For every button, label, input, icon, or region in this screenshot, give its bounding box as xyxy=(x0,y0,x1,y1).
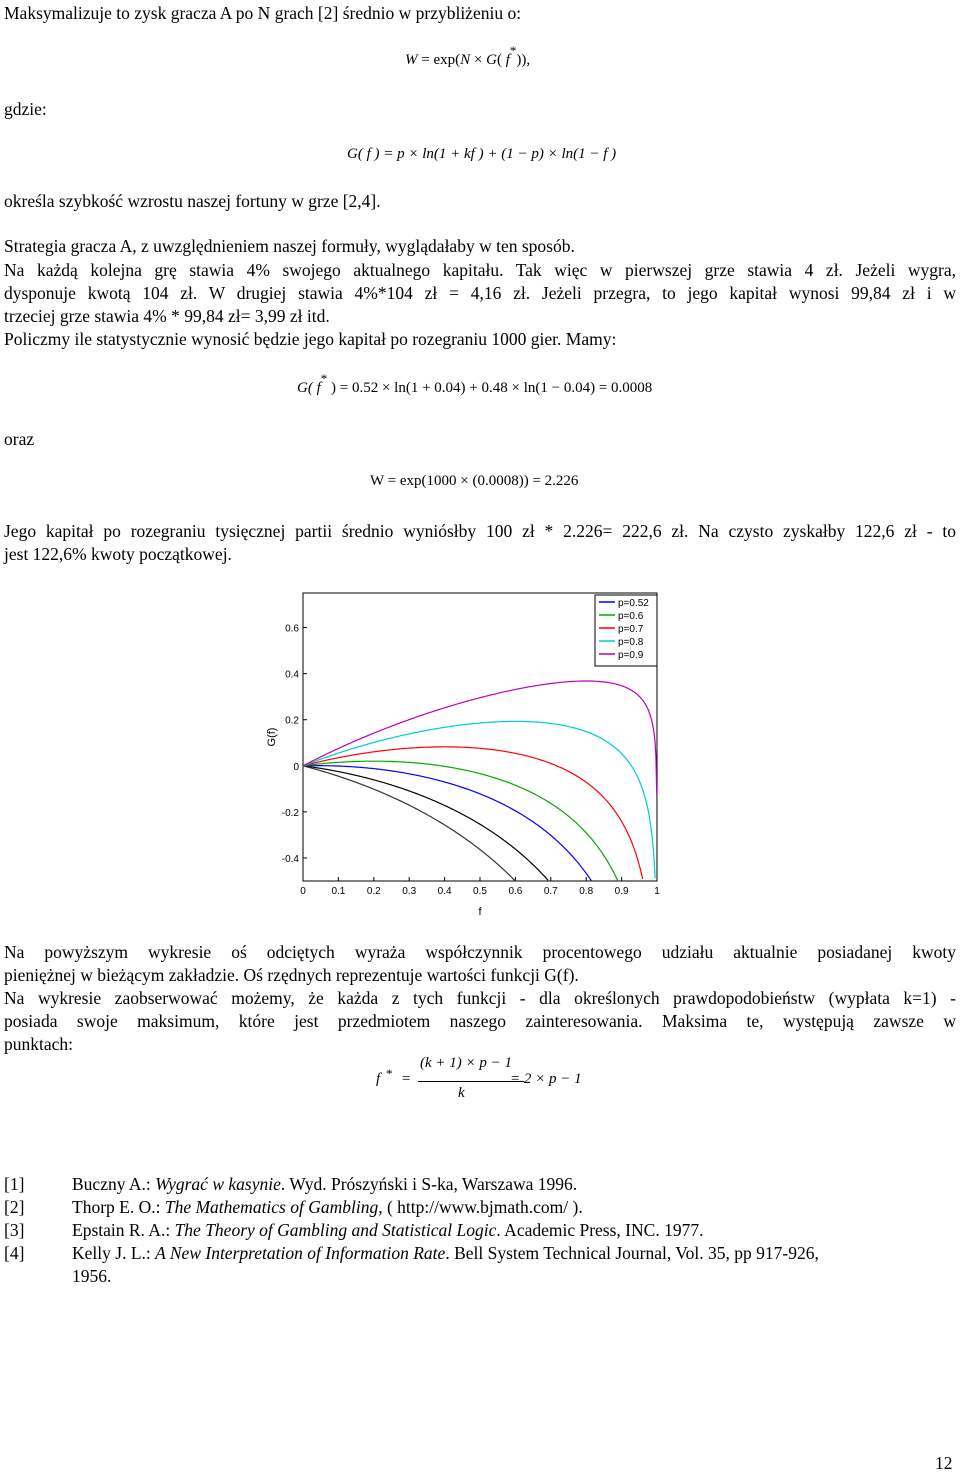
reference-author: Epstain R. A.: xyxy=(72,1220,175,1240)
defines-line: określa szybkość wzrostu naszej fortuny w grze [2,4]. xyxy=(4,191,381,211)
x-tick-label: 0.1 xyxy=(331,886,346,897)
legend-label: p=0.7 xyxy=(618,624,644,635)
x-tick-label: 0 xyxy=(300,886,306,897)
eq-w-close: )), xyxy=(516,52,531,68)
x-tick-label: 0.6 xyxy=(508,886,523,897)
reference-author: Thorp E. O.: xyxy=(72,1197,165,1217)
maxima-line-1: Na wykresie zaobserwować możemy, że każda z tych funkcji - dla określonych prawdopodobieństw (wypłata k=1) - xyxy=(4,988,956,1008)
eq-w-exp: = exp( xyxy=(421,52,461,68)
eq-w-g: G xyxy=(486,52,497,68)
strategy-intro: Strategia gracza A, z uwzględnieniem naszej formuły, wyglądałaby w ten sposób. xyxy=(4,236,575,256)
eq-gstar-rhs: ) = 0.52 × ln(1 + 0.04) + 0.48 × ln(1 − 0.04) = 0.0008 xyxy=(331,380,653,396)
x-tick-label: 0.5 xyxy=(473,886,487,897)
equation-w xyxy=(405,43,531,69)
reference-details: . Bell System Technical Journal, Vol. 35, pp 917-926, xyxy=(445,1243,819,1263)
y-axis-label: G(f) xyxy=(266,727,278,747)
maxima-line-3: punktach: xyxy=(4,1034,74,1054)
strategy-line-3: trzeciej grze stawia 4% * 99,84 zł= 3,99 zł itd. xyxy=(4,306,330,326)
growth-rate-chart xyxy=(255,585,675,915)
eq-w-n: N xyxy=(460,52,471,68)
reference-number: [3] xyxy=(4,1220,25,1240)
reference-number: [4] xyxy=(4,1243,25,1263)
y-tick-label: -0.4 xyxy=(281,853,299,865)
eq-w-lhs: W xyxy=(405,52,418,68)
y-tick-label: 0 xyxy=(293,761,299,773)
eq-fstar-numerator: (k + 1) × p − 1 xyxy=(420,1055,513,1071)
eq-fstar-f: f xyxy=(376,1071,381,1087)
equation-w-value: W = exp(1000 × (0.0008)) = 2.226 xyxy=(370,473,579,489)
eq-gstar-star: * xyxy=(320,371,328,386)
reference-title: Wygrać w kasynie xyxy=(155,1174,281,1194)
reference-4 xyxy=(0,1242,960,1288)
eq-w-star: * xyxy=(509,43,517,58)
series-line-extra xyxy=(303,766,515,881)
x-tick-label: 1 xyxy=(654,886,660,897)
reference-details-cont: 1956. xyxy=(72,1266,112,1286)
page-number: 12 xyxy=(935,1453,953,1473)
reference-title: The Theory of Gambling and Statistical Logic xyxy=(174,1220,497,1240)
strategy-line-1: Na każdą kolejna grę stawia 4% swojego aktualnego kapitału. Tak więc w pierwszej grze stawia 4 zł. Jeżeli wygra, xyxy=(4,260,956,280)
eq-fstar-eq1: = xyxy=(402,1071,411,1087)
legend-label: p=0.8 xyxy=(618,637,644,648)
x-axis-label: f xyxy=(478,906,482,915)
eq-fstar-result: = 2 × p − 1 xyxy=(510,1071,582,1087)
x-tick-label: 0.2 xyxy=(366,886,381,897)
result-line-2: jest 122,6% kwoty początkowej. xyxy=(4,544,232,564)
y-tick-label: 0.4 xyxy=(285,669,299,681)
legend-label: p=0.9 xyxy=(618,650,644,661)
equation-g-star xyxy=(297,371,653,397)
x-tick-label: 0.3 xyxy=(402,886,417,897)
eq-w-paren: ( xyxy=(496,52,502,68)
x-tick-label: 0.7 xyxy=(543,886,558,897)
x-tick-label: 0.8 xyxy=(579,886,594,897)
series-line xyxy=(303,721,655,878)
maxima-line-2: posiada swoje maksimum, które jest przedmiotem naszego zainteresowania. Maksima te, występują zawsze w xyxy=(4,1011,956,1031)
eq-fstar-denominator: k xyxy=(458,1085,465,1101)
reference-number: [1] xyxy=(4,1174,25,1194)
eq-gstar-lhs: G( f xyxy=(297,380,321,396)
reference-author: Buczny A.: xyxy=(72,1174,156,1194)
y-tick-label: -0.2 xyxy=(281,807,299,819)
explain-line-1: Na powyższym wykresie oś odciętych wyraża współczynnik procentowego udziału aktualnie posiadanej kwoty xyxy=(4,942,956,962)
legend-label: p=0.6 xyxy=(618,611,644,622)
result-line-1: Jego kapitał po rozegraniu tysięcznej partii średnio wyniósłby 100 zł * 2.226= 222,6 zł. Na czysto zyskałby 122,6 zł - to xyxy=(4,521,956,541)
where-label: gdzie: xyxy=(4,99,47,119)
explain-line-2: pieniężnej w bieżącym zakładzie. Oś rzędnych reprezentuje wartości funkcji G(f). xyxy=(4,965,579,985)
reference-author: Kelly J. L.: xyxy=(72,1243,156,1263)
equation-g: G( f ) = p × ln(1 + kf ) + (1 − p) × ln(1 − f ) xyxy=(347,146,617,162)
x-tick-label: 0.9 xyxy=(614,886,629,897)
intro-line: Maksymalizuje to zysk gracza A po N grach [2] średnio w przybliżeniu o: xyxy=(4,3,522,23)
reference-number: [2] xyxy=(4,1197,25,1217)
reference-details: . Academic Press, INC. 1977. xyxy=(496,1220,704,1240)
oraz-label: oraz xyxy=(4,429,35,449)
eq-w-times: × xyxy=(473,52,483,68)
series-line-extra xyxy=(303,766,548,880)
y-tick-label: 0.6 xyxy=(285,623,299,635)
reference-title: The Mathematics of Gambling xyxy=(164,1197,379,1217)
reference-details: . Wyd. Prószyński i S-ka, Warszawa 1996. xyxy=(280,1174,578,1194)
y-tick-label: 0.2 xyxy=(285,715,299,727)
series-line xyxy=(303,761,618,881)
reference-details: , ( http://www.bjmath.com/ ). xyxy=(378,1197,583,1217)
x-tick-label: 0.4 xyxy=(437,886,452,897)
strategy-line-2: dysponuje kwotą 104 zł. W drugiej stawia 4%*104 zł = 4,16 zł. Jeżeli przegra, to jego kapitał wynosi 99,84 zł i w xyxy=(4,283,956,303)
series-line xyxy=(303,766,591,881)
strategy-question: Policzmy ile statystycznie wynosić będzie jego kapitał po rozegraniu 1000 gier. Mamy: xyxy=(4,329,617,349)
equation-f-star xyxy=(370,1055,630,1107)
fraction-bar xyxy=(418,1081,524,1082)
legend-label: p=0.52 xyxy=(618,598,649,609)
reference-title: A New Interpretation of Information Rate xyxy=(155,1243,446,1263)
eq-w-f: f xyxy=(505,52,510,68)
eq-fstar-star: * xyxy=(386,1066,393,1081)
